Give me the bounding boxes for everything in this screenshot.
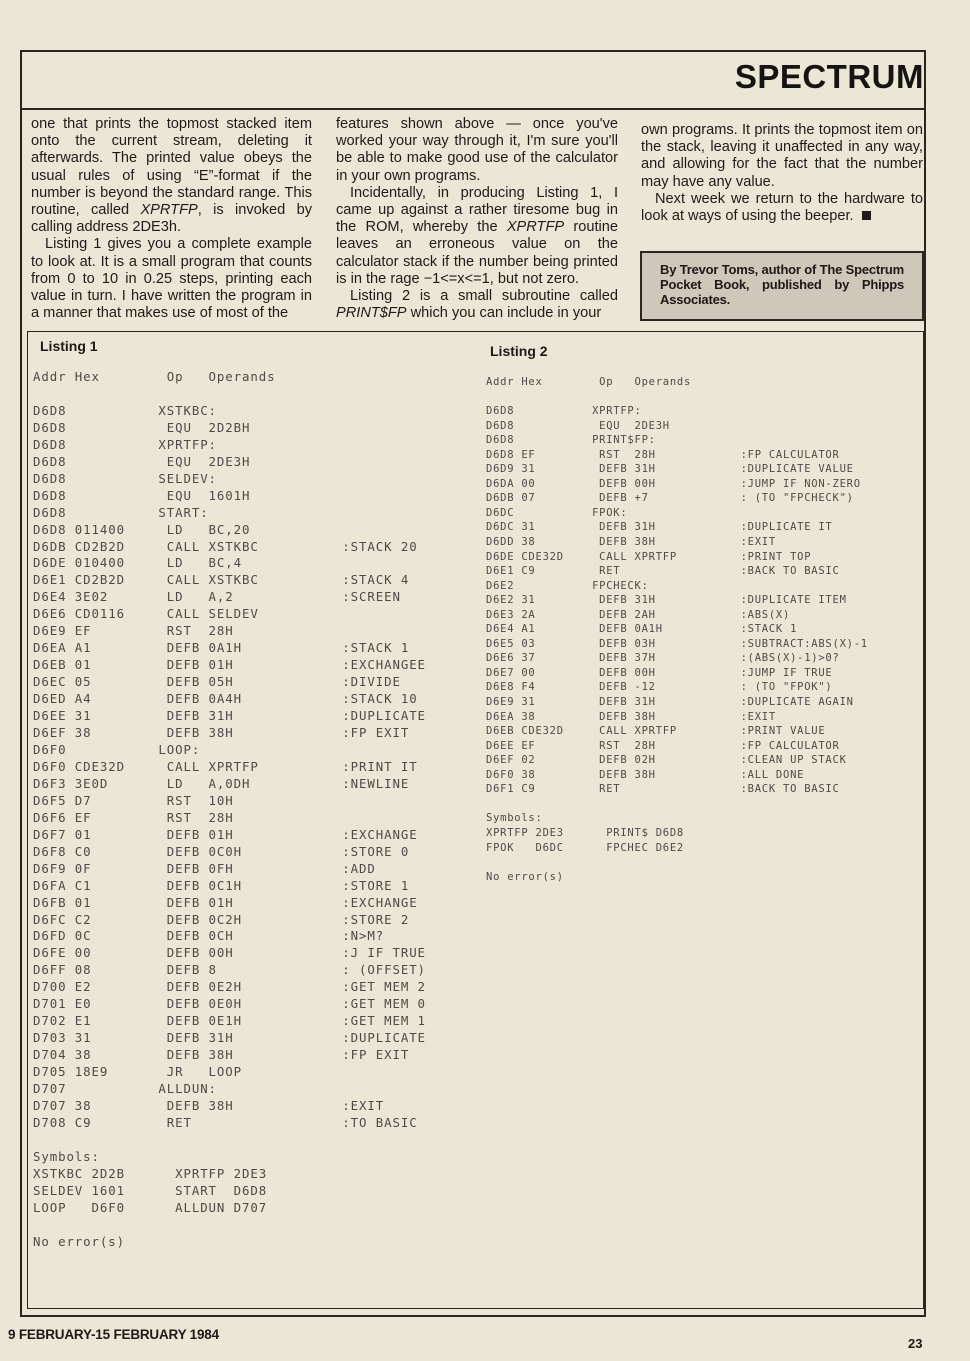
routine-name: PRINT$FP	[336, 305, 407, 322]
col3-paragraph-2: Next week we return to the hardware to look at ways of using the beeper.	[641, 190, 923, 225]
routine-name: XPRTFP	[140, 202, 198, 219]
listing-1-code: Addr Hex Op Operands D6D8 XSTKBC: D6D8 EQU 2D2BH D6D8 XPRTFP: D6D8 EQU 2DE3H D6D8 SELDEV: D6D8 EQU 1601H D6D8 START: D6D8 011400 LD BC,20 D6DB CD2B2D CALL XSTKBC :STACK 20 D6DE 010400 LD BC,4 D6E1 CD2B2D CALL XSTKBC :STACK 4 D6E4 3E02 LD A,2 :SCREEN D6E6 CD0116 CALL SELDEV D6E9 EF RST 28H D6EA A1 DEFB 0A1H :STACK 1 D6EB 01 DEFB 01H :EXCHANGEE D6EC 05 DEFB 05H :DIVIDE D6ED A4 DEFB 0A4H :STACK 10 D6EE 31 DEFB 31H :DUPLICATE D6EF 38 DEFB 38H :FP EXIT D6F0 LOOP: D6F0 CDE32D CALL XPRTFP :PRINT IT D6F3 3E0D LD A,0DH :NEWLINE D6F5 D7 RST 10H D6F6 EF RST 28H D6F7 01 DEFB 01H :EXCHANGE D6F8 C0 DEFB 0C0H :STORE 0 D6F9 0F DEFB 0FH :ADD D6FA C1 DEFB 0C1H :STORE 1 D6FB 01 DEFB 01H :EXCHANGE D6FC C2 DEFB 0C2H :STORE 2 D6FD 0C DEFB 0CH :N>M? D6FE 00 DEFB 00H :J IF TRUE D6FF 08 DEFB 8 : (OFFSET) D700 E2 DEFB 0E2H :GET MEM 2 D701 E0 DEFB 0E0H :GET MEM 0 D702 E1 DEFB 0E1H :GET MEM 1 D703 31 DEFB 31H :DUPLICATE D704 38 DEFB 38H :FP EXIT D705 18E9 JR LOOP D707 ALLDUN: D707 38 DEFB 38H :EXIT D708 C9 RET :TO BASIC Symbols: XSTKBC 2D2B XPRTFP 2DE3 SELDEV 1601 START D6D8 LOOP D6F0 ALLDUN D707 No error(s)	[33, 369, 426, 1249]
listing-1-title: Listing 1	[40, 338, 98, 354]
article-column-3	[641, 122, 923, 225]
listing-2-title: Listing 2	[490, 343, 548, 359]
col3-paragraph-1: own programs. It prints the topmost item on the stack, leaving it unaffected in any way, and allowing for the fact that the number may have any value.	[641, 122, 923, 190]
col2-paragraph-3: Listing 2 is a small subroutine called PRINT$FP which you can include in your	[336, 288, 618, 322]
author-byline: By Trevor Toms, author of The Spectrum Pocket Book, published by Phipps Associates.	[640, 251, 924, 321]
listing-2-code: Addr Hex Op Operands D6D8 XPRTFP: D6D8 EQU 2DE3H D6D8 PRINT$FP: D6D8 EF RST 28H :FP CALCULATOR D6D9 31 DEFB 31H :DUPLICATE VALUE D6DA 00 DEFB 00H :JUMP IF NON-ZERO D6DB 07 DEFB +7 : (TO "FPCHECK") D6DC FPOK: D6DC 31 DEFB 31H :DUPLICATE IT D6DD 38 DEFB 38H :EXIT D6DE CDE32D CALL XPRTFP :PRINT TOP D6E1 C9 RET :BACK TO BASIC D6E2 FPCHECK: D6E2 31 DEFB 31H :DUPLICATE ITEM D6E3 2A DEFB 2AH :ABS(X) D6E4 A1 DEFB 0A1H :STACK 1 D6E5 03 DEFB 03H :SUBTRACT:ABS(X)-1 D6E6 37 DEFB 37H :(ABS(X)-1)>0? D6E7 00 DEFB 00H :JUMP IF TRUE D6E8 F4 DEFB -12 : (TO "FPOK") D6E9 31 DEFB 31H :DUPLICATE AGAIN D6EA 38 DEFB 38H :EXIT D6EB CDE32D CALL XPRTFP :PRINT VALUE D6EE EF RST 28H :FP CALCULATOR D6EF 02 DEFB 02H :CLEAN UP STACK D6F0 38 DEFB 38H :ALL DONE D6F1 C9 RET :BACK TO BASIC Symbols: XPRTFP 2DE3 PRINT$ D6D8 FPOK D6DC FPCHEC D6E2 No error(s)	[486, 376, 868, 883]
col1-paragraph-2: Listing 1 gives you a complete example to look at. It is a small program that counts from 0 to 10 in 0.25 steps, printing each value in turn. I have written the program in a manner that makes use of most of the	[31, 236, 312, 322]
routine-name: XPRTFP	[506, 219, 565, 236]
col1-paragraph-1: one that prints the topmost stacked item onto the current stream, deleting it afterwards. The printed value obeys the usual rules of using “E”-format if the number is beyond the standard range. This routine, called XPRTFP, is invoked by calling address 2DE3h.	[31, 116, 312, 236]
issue-dates: 9 FEBRUARY-15 FEBRUARY 1984	[8, 1327, 219, 1342]
end-of-article-icon	[862, 211, 871, 220]
article-column-1	[31, 116, 312, 322]
section-title: SPECTRUM	[734, 58, 924, 95]
header-rule	[22, 108, 924, 110]
col2-paragraph-2: Incidentally, in producing Listing 1, I came up against a rather tiresome bug in the ROM, whereby the XPRTFP routine leaves an erroneous value on the calculator stack if the number being printed is in the rage −1<=x<=1, but not zero.	[336, 184, 618, 287]
page-number: 23	[908, 1336, 923, 1351]
article-column-2	[336, 116, 618, 322]
col2-paragraph-1: features shown above — once you've worked your way through it, I'm sure you'll be able to make good use of the calculator in your own programs.	[336, 116, 618, 184]
